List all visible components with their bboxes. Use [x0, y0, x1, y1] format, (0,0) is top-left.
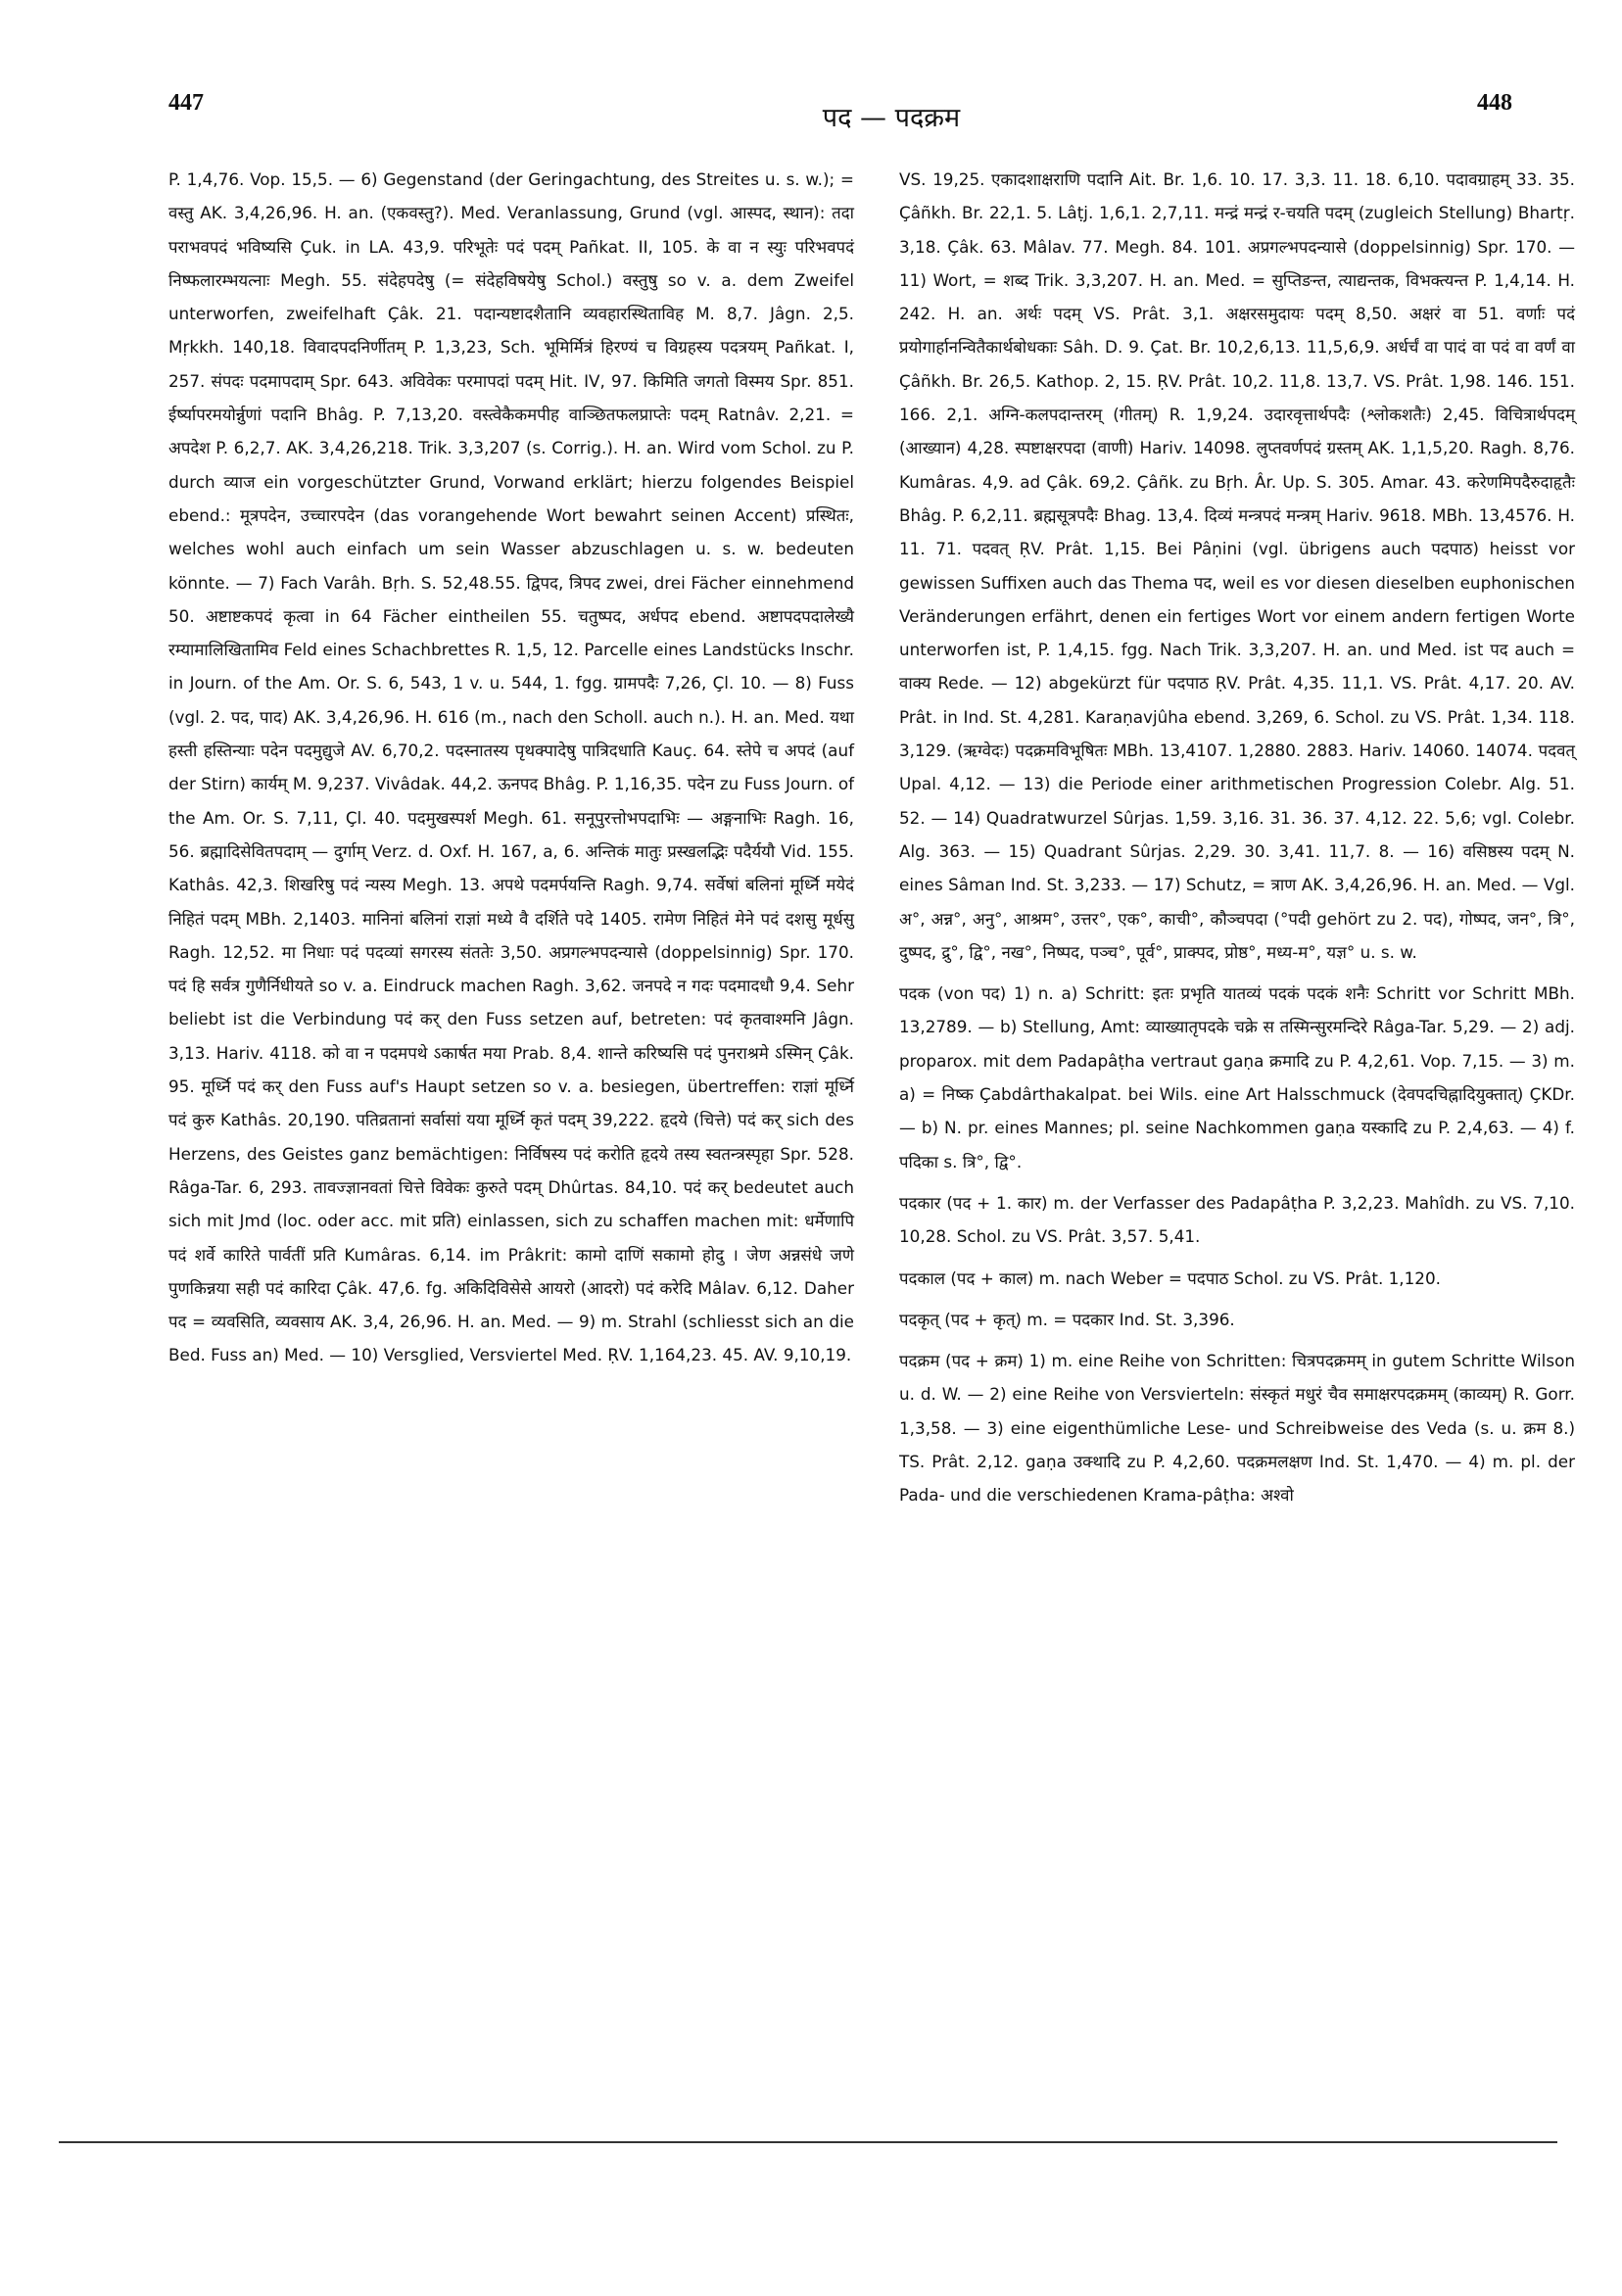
entry-padakara: पदकार (पद + 1. कार) m. der Verfasser des Padapâṭha P. 3,2,23. Mahîdh. zu VS. 7,10. 10,28. Schol. zu VS. Prât. 3,57. 5,41.	[899, 1192, 1575, 1247]
page-number-right: 448	[1477, 90, 1512, 116]
entry-paragraph: VS. 19,25. एकादशाक्षराणि पदानि Ait. Br. 1,6. 10. 17. 3,3. 11. 18. 6,10. पदावग्राहम् 33. 35. Çâñkh. Br. 22,1. 5. Lâṭj. 1,6,1. 2,7,11. मन्द्रं मन्द्रं र-चयति पदम् (zugleich Stellung) Bhartṛ. 3,18. Çâk. 63. Mâlav. 77. Megh. 84. 101. अप्रगल्भपदन्यासे (doppelsinnig) Spr. 170. — 11) Wort, = शब्द Trik. 3,3,207. H. an. Med. = सुप्तिङन्त, त्याद्यन्तक, विभक्त्यन्त P. 1,4,14. H. 242. H. an. अर्थः पदम् VS. Prât. 3,1. अक्षरसमुदायः पदम् 8,50. अक्षरं वा 51. वर्णाः पदं प्रयोगार्हानन्वितैकार्थबोधकाः Sâh. D. 9. Çat. Br. 10,2,6,13. 11,5,6,9. अर्धर्चं वा पादं वा पदं वा वर्णं वा Çâñkh. Br. 26,5. Kathop. 2, 15. ṚV. Prât. 10,2. 11,8. 13,7. VS. Prât. 1,98. 146. 151. 166. 2,1. अग्नि-कलपदान्तरम् (गीतम्) R. 1,9,24. उदारवृत्तार्थपदैः (श्लोकशतैः) 2,45. विचित्रार्थपदम् (आख्यान) 4,28. स्पष्टाक्षरपदा (वाणी) Hariv. 14098. लुप्तवर्णपदं ग्रस्तम् AK. 1,1,5,20. Ragh. 8,76. Kumâras. 4,9. ad Çâk. 69,2. Çâñk. zu Bṛh. Âr. Up. S. 305. Amar. 43. करेणमिपदैरुदाहृतैः Bhâg. P. 6,2,11. ब्रह्मसूत्रपदैः Bhag. 13,4. दिव्यं मन्त्रपदं मन्त्रम् Hariv. 9618. MBh. 13,4576. H. 11. 71. पदवत् ṚV. Prât. 1,15. Bei Pâṇini (vgl. übrigens auch पदपाठ) heisst vor gewissen Suffixen auch das Thema पद, weil es vor diesen dieselben euphonischen Veränderungen erfährt, denen ein fertiges Wort vor einem andern fertigen Worte unterworfen ist, P. 1,4,15. fgg. Nach Trik. 3,3,207. H. an. und Med. ist पद auch = वाक्य Rede. — 12) abgekürzt für पदपाठ ṚV. Prât. 4,35. 11,1. VS. Prât. 4,17. 20. AV. Prât. in Ind. St. 4,281. Karaṇavjûha ebend. 3,269, 6. Schol. zu VS. Prât. 1,34. 118. 3,129. (ऋग्वेदः) पदक्रमविभूषितः MBh. 13,4107. 1,2880. 2883. Hariv. 14060. 14074. पदवत् Upal. 4,12. — 13) die Periode einer arithmetischen Progression Colebr. Alg. 51. 52. — 14) Quadratwurzel Sûrjas. 1,59. 3,16. 31. 36. 37. 4,12. 22. 5,6; vgl. Colebr. Alg. 363. — 15) Quadrant Sûrjas. 2,29. 30. 3,41. 11,7. 8. — 16) वसिष्ठस्य पदम् N. eines Sâman Ind. St. 3,233. — 17) Schutz, = त्राण AK. 3,4,26,96. H. an. Med. — Vgl. अ°, अन्न°, अनु°, आश्रम°, उत्तर°, एक°, काची°, कौञ्चपदा (°पदी gehört zu 2. पद), गोष्पद, जन°, त्रि°, दुष्पद, द्रु°, द्वि°, नख°, निष्पद, पञ्च°, पूर्व°, प्राक्पद, प्रोष्ठ°, मध्य-म°, यज्ञ° u. s. w.	[899, 169, 1575, 962]
entry-paragraph: P. 1,4,76. Vop. 15,5. — 6) Gegenstand (der Geringachtung, des Streites u. s. w.); = वस्तु AK. 3,4,26,96. H. an. (एकवस्तु?). Med. Veranlassung, Grund (vgl. आस्पद, स्थान): तदा पराभवपदं भविष्यसि Çuk. in LA. 43,9. परिभूतेः पदं पदम् Pañkat. II, 105. के वा न स्युः परिभवपदं निष्फलारम्भयत्नाः Megh. 55. संदेहपदेषु (= संदेहविषयेषु Schol.) वस्तुषु so v. a. dem Zweifel unterworfen, zweifelhaft Çâk. 21. पदान्यष्टादशैतानि व्यवहारस्थिताविह M. 8,7. Jâgn. 2,5. Mṛkkh. 140,18. विवादपदनिर्णीतम् P. 1,3,23, Sch. भूमिर्मित्रं हिरण्यं च विग्रहस्य पदत्रयम् Pañkat. I, 257. संपदः पदमापदाम् Spr. 643. अविवेकः परमापदां पदम् Hit. IV, 97. किमिति जगतो विस्मय Spr. 851. ईर्ष्यापरमयोर्न्नुणां पदानि Bhâg. P. 7,13,20. वस्त्वेकैकमपीह वाञ्छितफलप्राप्तेः पदम् Ratnâv. 2,21. = अपदेश P. 6,2,7. AK. 3,4,26,218. Trik. 3,3,207 (s. Corrig.). H. an. Wird vom Schol. zu P. durch व्याज ein vorgeschützter Grund, Vorwand erklärt; hierzu folgendes Beispiel ebend.: मूत्रपदेन, उच्चारपदेन (das vorangehende Wort bewahrt seinen Accent) प्रस्थितः, welches wohl auch einfach um sein Wasser abzuschlagen u. s. w. bedeuten könnte. — 7) Fach Varâh. Bṛh. S. 52,48.55. द्विपद, त्रिपद zwei, drei Fächer einnehmend 50. अष्टाष्टकपदं कृत्वा in 64 Fächer eintheilen 55. चतुष्पद, अर्धपद ebend. अष्टापदपदालेख्यै रम्यामालिखितामिव Feld eines Schachbrettes R. 1,5, 12. Parcelle eines Landstücks Inschr. in Journ. of the Am. Or. S. 6, 543, 1 v. u. 544, 1. fgg. ग्रामपदैः 7,26, Çl. 10. — 8) Fuss (vgl. 2. पद, पाद) AK. 3,4,26,96. H. 616 (m., nach den Scholl. auch n.). H. an. Med. यथा हस्ती हस्तिन्याः पदेन पदमुद्युजे AV. 6,70,2. पदस्नातस्य पृथक्पादेषु पात्रिदधाति Kauç. 64. स्तेपे च अपदं (auf der Stirn) कार्यम् M. 9,237. Vivâdak. 44,2. ऊनपद Bhâg. P. 1,16,35. पदेन zu Fuss Journ. of the Am. Or. S. 7,11, Çl. 40. पदमुखस्पर्श Megh. 61. सनूपुरत्तोभपदाभिः — अङ्गनाभिः Ragh. 16, 56. ब्रह्मादिसेवितपदाम् — दुर्गाम् Verz. d. Oxf. H. 167, a, 6. अन्तिकं मातुः प्रस्खलद्भिः पदैर्ययौ Vid. 155. Kathâs. 42,3. शिखरिषु पदं न्यस्य Megh. 13. अपथे पदमर्पयन्ति Ragh. 9,74. सर्वेषां बलिनां मूर्ध्नि मयेदं निहितं पदम् MBh. 2,1403. मानिनां बलिनां राज्ञां मध्ये वै दर्शिते पदे 1405. रामेण निहितं मेने पदं दशसु मूर्धसु Ragh. 12,52. मा निधाः पदं पदव्यां सगरस्य संततेः 3,50. अप्रगल्भपदन्यासे (doppelsinnig) Spr. 170. पदं हि सर्वत्र गुणैर्निधीयते so v. a. Eindruck machen Ragh. 3,62. जनपदे न गदः पदमादधौ 9,4. Sehr beliebt ist die Verbindung पदं कर् den Fuss setzen auf, betreten: पदं कृतवाश्मनि Jâgn. 3,13. Hariv. 4118. को वा न पदमपथे ऽकार्षत मया Prab. 8,4. शान्ते करिष्यसि पदं पुनराश्रमे ऽस्मिन् Çâk. 95. मूर्ध्नि पदं कर् den Fuss auf's Haupt setzen so v. a. besiegen, übertreffen: राज्ञां मूर्ध्नि पदं कुरु Kathâs. 20,190. पतिव्रतानां सर्वासां यया मूर्ध्नि कृतं पदम् 39,222. हृदये (चित्ते) पदं कर् sich des Herzens, des Geistes ganz bemächtigen: निर्विषस्य पदं करोति हृदये तस्य स्वतन्त्रस्पृहा Spr. 528. Râga-Tar. 6, 293. तावज्ज्ञानवतां चित्ते विवेकः कुरुते पदम् Dhûrtas. 84,10. पदं कर् bedeutet auch sich mit Jmd (loc. oder acc. mit प्रति) einlassen, sich zu schaffen machen mit: धर्मेणापि पदं शर्वे कारिते पार्वतीं प्रति Kumâras. 6,14. im Prâkrit: कामो दाणिं सकामो होदु । जेण अन्नसंधे जणे पुणकिन्नया सही पदं कारिदा Çâk. 47,6. fg. अकिदिविसेसे आयरो (आदरो) पदं करेदि Mâlav. 6,12. Daher पद = व्यवसिति, व्यवसाय AK. 3,4, 26,96. H. an. Med. — 9) m. Strahl (schliesst sich an die Bed. Fuss an) Med. — 10) Versglied, Versviertel Med. ṚV. 1,164,23. 45. AV. 9,10,19.	[168, 169, 854, 1365]
entry-padakrt: पदकृत् (पद + कृत्) m. = पदकार Ind. St. 3,396.	[899, 1309, 1235, 1329]
entry-padaka: पदक (von पद) 1) n. a) Schritt: इतः प्रभृति यातव्यं पदकं पदकं शनैः Schritt vor Schritt MBh. 13,2789. — b) Stellung, Amt: व्याख्यातृपदके चक्रे स तस्मिन्सुरमन्दिरे Râga-Tar. 5,29. — 2) adj. proparox. mit dem Padapâṭha vertraut gaṇa क्रमादि zu P. 4,2,61. Vop. 7,15. — 3) m. a) = निष्क Çabdârthakalpat. bei Wils. eine Art Halsschmuck (देवपदचिह्नादियुक्तात्) ÇKDr. — b) N. pr. eines Mannes; pl. seine Nachkommen gaṇa यस्कादि zu P. 2,4,63. — 4) f. पदिका s. त्रि°, द्वि°.	[899, 983, 1575, 1172]
left-column	[168, 163, 854, 1372]
running-head: पद — पदक्रम	[822, 103, 961, 133]
right-column	[899, 163, 1575, 1512]
entry-padakala: पदकाल (पद + काल) m. nach Weber = पदपाठ Schol. zu VS. Prât. 1,120.	[899, 1268, 1441, 1288]
entry-padakrama: पदक्रम (पद + क्रम) 1) m. eine Reihe von Schritten: चित्रपदक्रमम् in gutem Schritte Wilson u. d. W. — 2) eine Reihe von Versvierteln: संस्कृतं मधुरं चैव समाक्षरपदक्रमम् (काव्यम्) R. Gorr. 1,3,58. — 3) eine eigenthümliche Lese- und Schreibweise des Veda (s. u. क्रम 8.) TS. Prât. 2,12. gaṇa उक्थादि zu P. 4,2,60. पदक्रमलक्षण Ind. St. 1,470. — 4) m. pl. der Pada- und die verschiedenen Krama-pâṭha: अश्वो	[899, 1351, 1575, 1506]
page-number-left: 447	[168, 90, 204, 116]
footer-rule	[59, 2141, 1557, 2143]
